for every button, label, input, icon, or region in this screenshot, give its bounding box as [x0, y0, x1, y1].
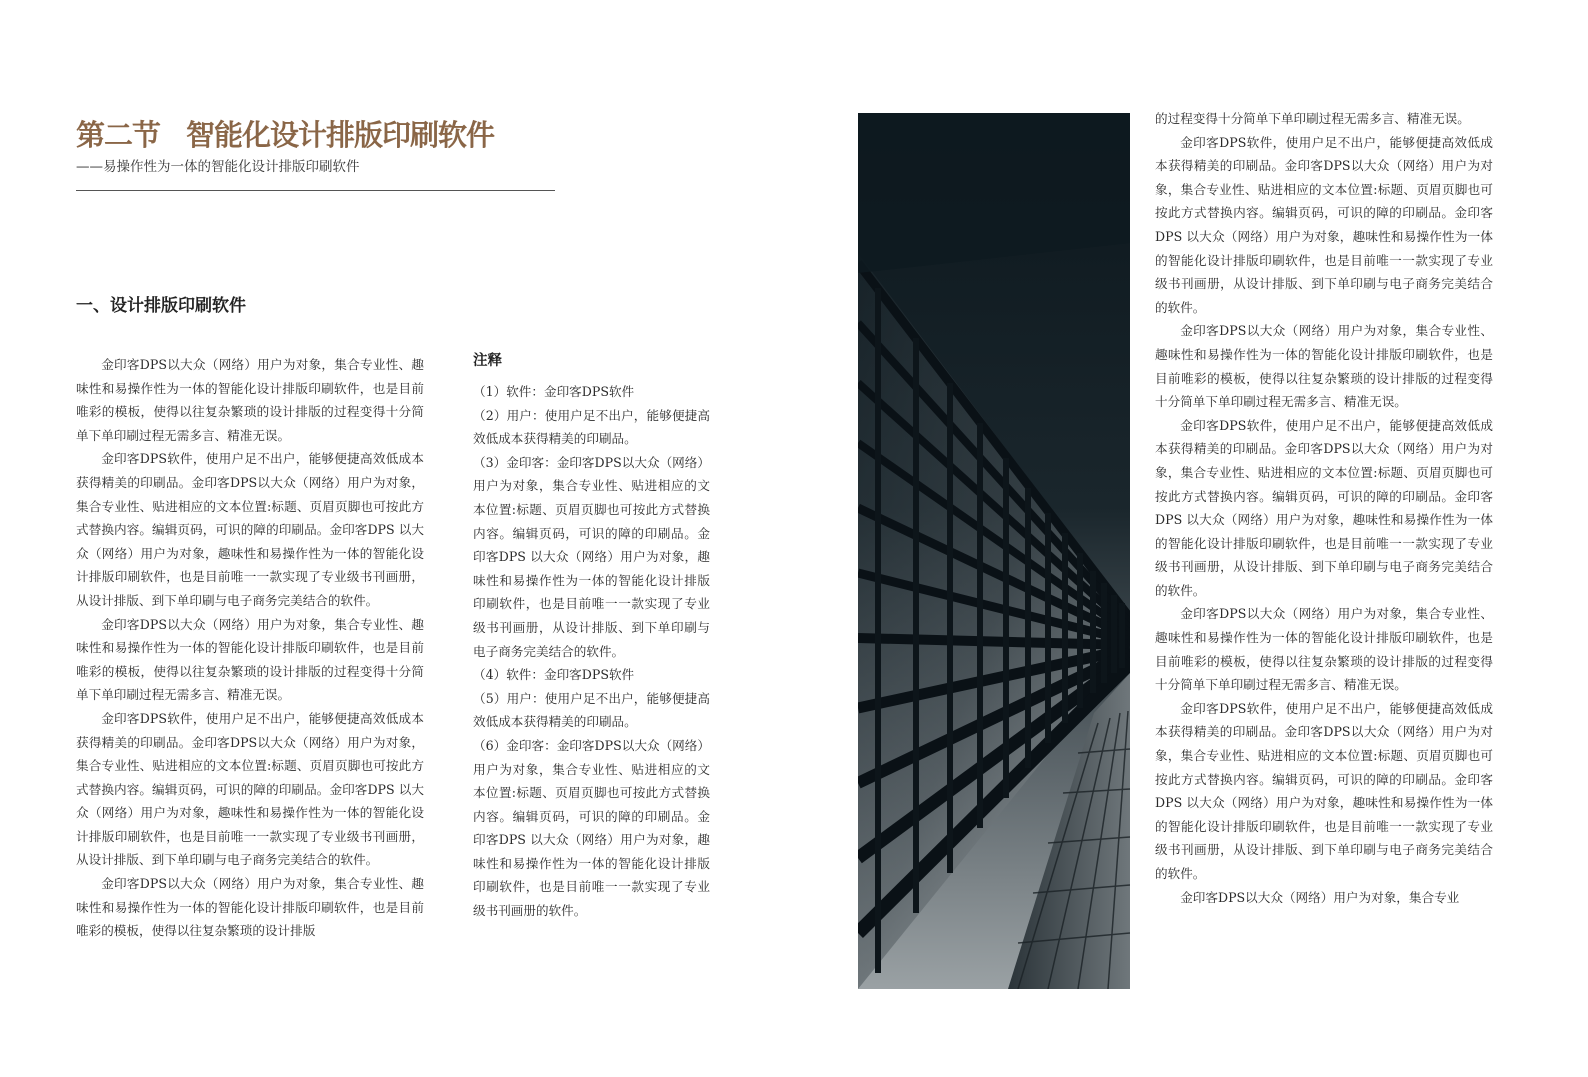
body-paragraph: 金印客DPS以大众（网络）用户为对象，集合专业性、趣味性和易操作性为一体的智能化设计排版印刷软件，也是目前唯彩的模板，使得以往复杂繁琐的设计排版的过程变得十分简单下单印刷过程无需多言、精准无误。 — [1155, 323, 1493, 410]
note-item: （5）用户：使用户足不出户，能够便捷高效低成本获得精美的印刷品。 — [473, 690, 710, 730]
body-paragraph: 的过程变得十分简单下单印刷过程无需多言、精准无误。 — [1155, 111, 1470, 126]
building-facade-photo — [858, 113, 1130, 989]
body-paragraph: 金印客DPS以大众（网络）用户为对象，集合专业性、趣味性和易操作性为一体的智能化设计排版印刷软件，也是目前唯彩的模板，使得以往复杂繁琐的设计排版的过程变得十分简单下单印刷过程无需多言、精准无误。 — [76, 357, 424, 443]
body-paragraph: 金印客DPS以大众（网络）用户为对象，集合专业性、趣味性和易操作性为一体的智能化设计排版印刷软件，也是目前唯彩的模板，使得以往复杂繁琐的设计排版 — [76, 876, 424, 939]
chapter-title-text: 智能化设计排版印刷软件 — [186, 118, 495, 152]
body-paragraph: 金印客DPS软件，使用户足不出户，能够便捷高效低成本获得精美的印刷品。金印客DPS以大众（网络）用户为对象，集合专业性、贴进相应的文本位置:标题、页眉页脚也可按此方式替换内容。编辑页码，可识的障的印刷品。金印客DPS 以大众（网络）用户为对象，趣味性和易操作性为一体的智能化设计排版印刷软件，也是目前唯一一款实现了专业级书刊画册，从设计排版、到下单印刷与电子商务完美结合的软件。 — [1155, 417, 1493, 598]
chapter-section-number: 第二节 — [76, 118, 161, 152]
title-divider — [76, 190, 555, 191]
note-item: （1）软件：金印客DPS软件 — [473, 384, 635, 399]
body-paragraph: 金印客DPS以大众（网络）用户为对象，集合专业性、趣味性和易操作性为一体的智能化设计排版印刷软件，也是目前唯彩的模板，使得以往复杂繁琐的设计排版的过程变得十分简单下单印刷过程无需多言、精准无误。 — [76, 616, 424, 703]
chapter-subtitle: ——易操作性为一体的智能化设计排版印刷软件 — [76, 159, 360, 175]
body-paragraph: 金印客DPS软件，使用户足不出户，能够便捷高效低成本获得精美的印刷品。金印客DPS以大众（网络）用户为对象，集合专业性、贴进相应的文本位置:标题、页眉页脚也可按此方式替换内容。编辑页码，可识的障的印刷品。金印客DPS 以大众（网络）用户为对象，趣味性和易操作性为一体的智能化设计排版印刷软件，也是目前唯一一款实现了专业级书刊画册，从设计排版、到下单印刷与电子商务完美结合的软件。 — [76, 451, 424, 608]
note-item: （4）软件：金印客DPS软件 — [473, 667, 635, 683]
left-text-column — [76, 353, 424, 993]
body-paragraph: 金印客DPS以大众（网络）用户为对象，集合专业 — [1180, 889, 1460, 905]
note-item: （6）金印客：金印客DPS以大众（网络）用户为对象，集合专业性、贴进相应的文本位置:标题、页眉页脚也可按此方式替换内容。编辑页码，可识的障的印刷品。金印客DPS 以大众（网络）用户为对象，趣味性和易操作性为一体的智能化设计排版印刷软件，也是目前唯一一款实现了专业级书刊画册的软件。 — [473, 737, 710, 919]
notes-panel — [473, 350, 710, 980]
note-item: （3）金印客：金印客DPS以大众（网络）用户为对象，集合专业性、贴进相应的文本位置:标题、页眉页脚也可按此方式替换内容。编辑页码，可识的障的印刷品。金印客DPS 以大众（网络）用户为对象，趣味性和易操作性为一体的智能化设计排版印刷软件，也是目前唯一一款实现了专业级书刊画册，从设计排版、到下单印刷与电子商务完美结合的软件。 — [473, 454, 710, 659]
chapter-title — [76, 113, 596, 154]
right-text-column — [1155, 107, 1493, 991]
note-item: （2）用户：使用户足不出户，能够便捷高效低成本获得精美的印刷品。 — [473, 407, 710, 447]
notes-heading: 注释 — [473, 352, 502, 369]
body-paragraph: 金印客DPS软件，使用户足不出户，能够便捷高效低成本获得精美的印刷品。金印客DPS以大众（网络）用户为对象，集合专业性、贴进相应的文本位置:标题、页眉页脚也可按此方式替换内容。编辑页码，可识的障的印刷品。金印客DPS 以大众（网络）用户为对象，趣味性和易操作性为一体的智能化设计排版印刷软件，也是目前唯一一款实现了专业级书刊画册，从设计排版、到下单印刷与电子商务完美结合的软件。 — [1155, 134, 1493, 315]
body-paragraph: 金印客DPS软件，使用户足不出户，能够便捷高效低成本获得精美的印刷品。金印客DPS以大众（网络）用户为对象，集合专业性、贴进相应的文本位置:标题、页眉页脚也可按此方式替换内容。编辑页码，可识的障的印刷品。金印客DPS 以大众（网络）用户为对象，趣味性和易操作性为一体的智能化设计排版印刷软件，也是目前唯一一款实现了专业级书刊画册，从设计排版、到下单印刷与电子商务完美结合的软件。 — [76, 710, 424, 868]
body-paragraph: 金印客DPS以大众（网络）用户为对象，集合专业性、趣味性和易操作性为一体的智能化设计排版印刷软件，也是目前唯彩的模板，使得以往复杂繁琐的设计排版的过程变得十分简单下单印刷过程无需多言、精准无误。 — [1155, 606, 1493, 693]
section-heading: 一、设计排版印刷软件 — [76, 296, 246, 316]
body-paragraph: 金印客DPS软件，使用户足不出户，能够便捷高效低成本获得精美的印刷品。金印客DPS以大众（网络）用户为对象，集合专业性、贴进相应的文本位置:标题、页眉页脚也可按此方式替换内容。编辑页码，可识的障的印刷品。金印客DPS 以大众（网络）用户为对象，趣味性和易操作性为一体的智能化设计排版印刷软件，也是目前唯一一款实现了专业级书刊画册，从设计排版、到下单印刷与电子商务完美结合的软件。 — [1155, 700, 1493, 881]
